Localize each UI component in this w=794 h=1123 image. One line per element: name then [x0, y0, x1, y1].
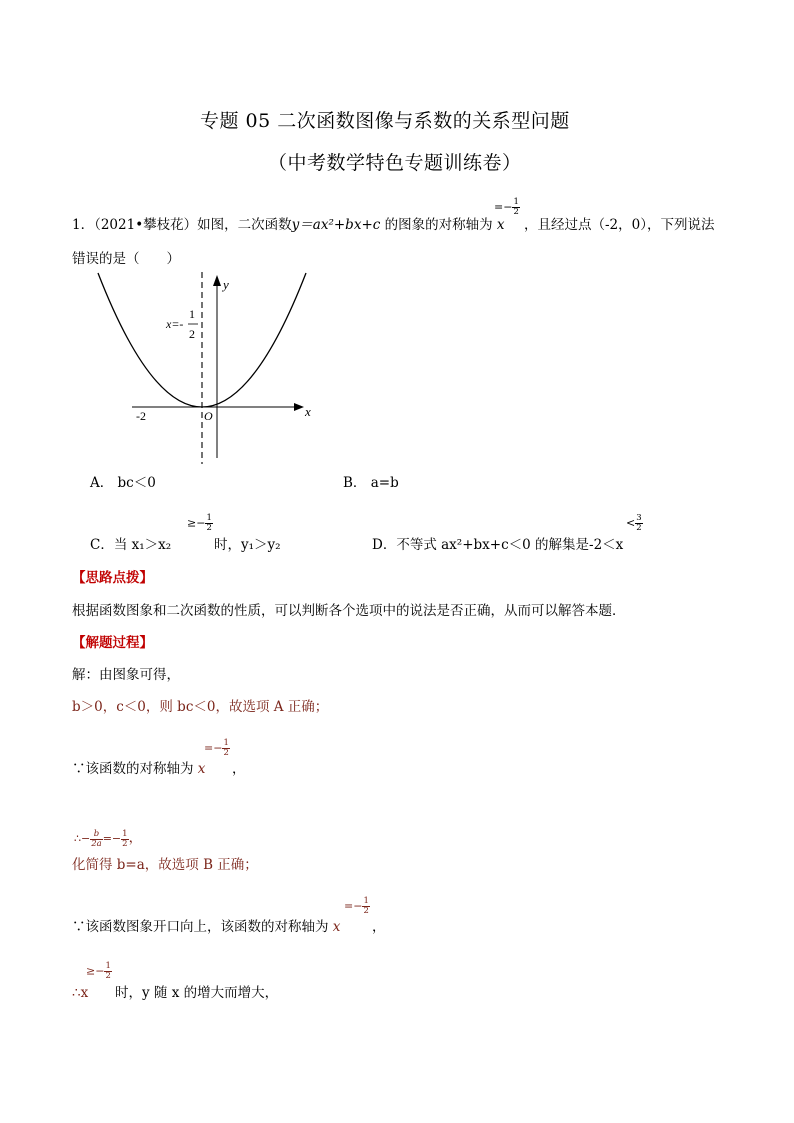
- solution-heading: 【解题过程】: [72, 635, 153, 651]
- solution-line6: [72, 918, 340, 936]
- option-d-numerator: 3: [636, 513, 642, 523]
- neg2-label: -2: [136, 409, 146, 423]
- solution-line7-denominator: 2: [105, 971, 111, 981]
- option-d-condition: [626, 514, 643, 533]
- solution-line3-expression: [204, 739, 230, 758]
- symmetry-axis-numerator: 1: [189, 307, 195, 321]
- solution-line4-frac-denominator: 2a: [91, 838, 102, 849]
- solution-line4-end: ，: [128, 830, 143, 846]
- question-stem: [72, 216, 505, 234]
- solution-line7-numerator: 1: [105, 961, 111, 971]
- solution-line3: [72, 760, 205, 778]
- solution-line1: 解：由图象可得，: [72, 667, 180, 683]
- solution-line7-prefix: ∴x: [72, 985, 89, 1001]
- origin-label: O: [204, 409, 213, 423]
- solution-line5: 化简得 b=a，故选项 B 正确；: [72, 857, 258, 873]
- solution-line7-ge: ≥−: [86, 964, 105, 978]
- question-axis-text: 的图象的对称轴为: [384, 217, 493, 233]
- solution-line3-denominator: 2: [223, 748, 229, 758]
- solution-line7-suffix: 时，y 随 x 的增大而增大，: [115, 985, 279, 1001]
- hint-heading: 【思路点拨】: [72, 570, 153, 586]
- page-subtitle: （中考数学特色专题训练卷）: [268, 152, 522, 174]
- solution-line4-prefix: ∴−: [74, 832, 91, 845]
- solution-line6-expression: [344, 897, 370, 916]
- question-axis-x: x: [496, 217, 505, 233]
- question-axis-eq: =−: [494, 200, 513, 214]
- solution-line3-x: x: [197, 761, 206, 777]
- option-c-prefix: C．当 x₁＞x₂: [90, 537, 172, 553]
- solution-line3-text: ∵该函数的对称轴为: [72, 761, 194, 777]
- solution-line4: [74, 826, 142, 849]
- symmetry-axis-denominator: 2: [189, 327, 195, 341]
- solution-line2: b＞0，c＜0，则 bc＜0，故选项 A 正确；: [72, 699, 329, 715]
- solution-line4-numerator: 1: [122, 828, 128, 839]
- y-axis-label: y: [223, 277, 229, 292]
- solution-line6-text: ∵该函数图象开口向上，该函数的对称轴为: [72, 919, 329, 935]
- solution-line3-end: ，: [232, 761, 246, 777]
- solution-line6-eq: =−: [344, 899, 363, 913]
- y-axis-arrow: [213, 275, 221, 286]
- option-c-numerator: 1: [206, 513, 212, 523]
- option-b: B． a=b: [343, 475, 399, 491]
- option-d-lt: <: [626, 516, 636, 530]
- solution-line4-frac-numerator: b: [90, 830, 102, 840]
- solution-line3-numerator: 1: [223, 738, 229, 748]
- x-axis-label: x: [305, 404, 311, 419]
- question-line2: 错误的是（ ）: [72, 251, 180, 267]
- page-title: 专题 05 二次函数图像与系数的关系型问题: [200, 110, 570, 132]
- hint-text: 根据函数图象和二次函数的性质，可以判断各个选项中的说法是否正确，从而可以解答本题．: [72, 603, 626, 619]
- solution-line4-eq: =−: [102, 832, 122, 845]
- parabola-graph: [80, 268, 320, 468]
- question-half-denominator: 2: [513, 207, 519, 217]
- solution-line6-numerator: 1: [363, 896, 369, 906]
- question-point-text: ，且经过点（-2，0），下列说法: [524, 217, 715, 233]
- question-intro: 1．（2021•攀枝花）如图，二次函数: [72, 217, 292, 233]
- option-c-denominator: 2: [206, 523, 212, 533]
- question-half-numerator: 1: [513, 197, 519, 207]
- option-d-prefix: D．不等式 ax²+bx+c＜0 的解集是-2＜x: [372, 537, 624, 553]
- symmetry-axis-label: x=-: [166, 317, 184, 331]
- solution-line3-eq: =−: [204, 741, 223, 755]
- solution-line4-denominator: 2: [122, 838, 128, 849]
- solution-line6-x: x: [332, 919, 341, 935]
- solution-line6-end: ，: [372, 919, 386, 935]
- solution-line7-condition: [86, 962, 112, 981]
- question-function: y＝ax²+bx+c: [291, 217, 381, 233]
- x-axis-arrow: [294, 403, 304, 411]
- option-c-condition: [187, 514, 213, 533]
- option-d-denominator: 2: [636, 523, 642, 533]
- option-c-suffix: 时，y₁＞y₂: [214, 537, 281, 553]
- solution-line6-denominator: 2: [363, 906, 369, 916]
- option-a: A． bc＜0: [90, 475, 156, 491]
- option-c-ge: ≥−: [187, 516, 206, 530]
- question-axis-expression: [494, 198, 520, 217]
